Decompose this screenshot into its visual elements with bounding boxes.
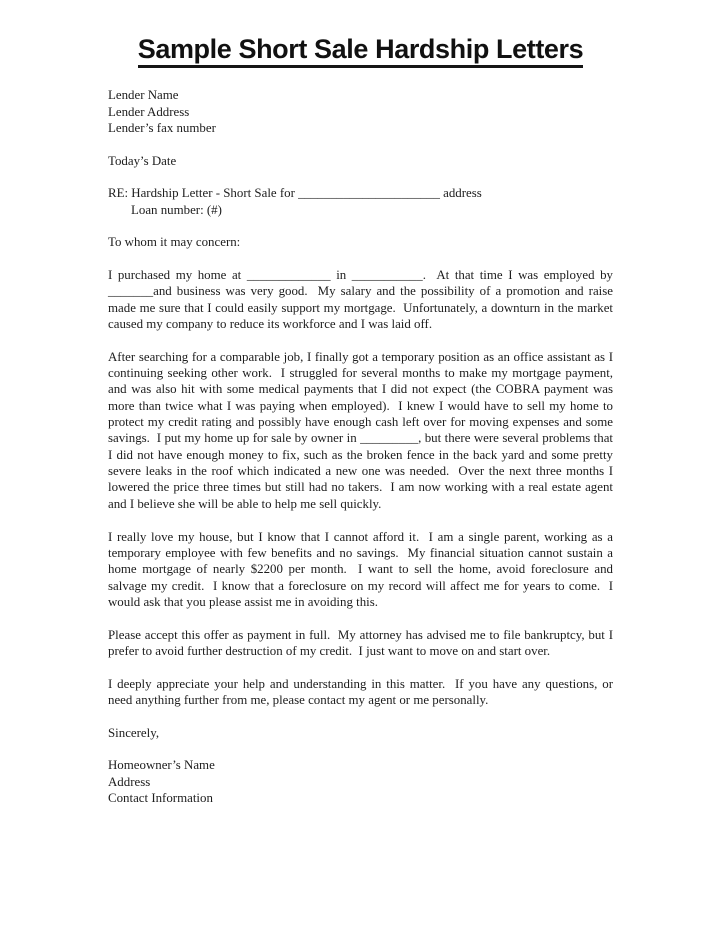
loan-number-line: Loan number: (#) [131, 202, 222, 217]
salutation-block [108, 234, 613, 250]
paragraph-1: I purchased my home at _____________ in ___________. At that time I was employed by _______and business was very good. My salary and the possibility of a promotion and raise made me sure that I could easily support my mortgage. Unfortunately, a downturn in the market caused my company to reduce its workforce and I was laid off. [108, 268, 617, 332]
date-block [108, 153, 613, 169]
signature-contact-line: Contact Information [108, 791, 213, 806]
paragraph-3: I really love my house, but I know that I cannot afford it. I am a single parent, working as a temporary employee with few benefits and no savings. My financial situation cannot sustain a home mortgage of nearly $2200 per month. I want to sell the home, avoid foreclosure and salvage my credit. I know that a foreclosure on my record will affect me for years to come. I would ask that you please assist me in avoiding this. [108, 529, 617, 609]
paragraph-2: After searching for a comparable job, I finally got a temporary position as an office assistant as I continuing seeking other work. I struggled for several months to make my mortgage payment, and was also hit with some medical payments that I did not expect (the COBRA payment was more than twice what I was paying when employed). I knew I would have to sell my home to protect my credit rating and possibly have enough cash left over for moving expenses and some savings. I put my home up for sale by owner in _________, but there were several problems that I did not have enough money to fix, such as the broken fence in the back yard and some pretty severe leaks in the roof which indicated a new one was needed. Over the next three months I lowered the price three times but still had no takers. I am now working with a real estate agent and I believe she will be able to help me sell quickly. [108, 349, 617, 511]
page-title [108, 34, 613, 68]
lender-fax-line: Lender’s fax number [108, 120, 216, 135]
letter-content [108, 34, 617, 806]
signature-name-line: Homeowner’s Name [108, 758, 215, 773]
lender-name-line: Lender Name [108, 88, 179, 103]
closing-line: Sincerely, [108, 725, 160, 740]
date-line: Today’s Date [108, 153, 177, 168]
paragraph-4: Please accept this offer as payment in full. My attorney has advised me to file bankruptcy, but I prefer to avoid further destruction of my credit. I just want to move on and start over. [108, 627, 617, 658]
re-subject-line: RE: Hardship Letter - Short Sale for ______________________ address [108, 186, 482, 201]
lender-address-line: Lender Address [108, 104, 190, 119]
lender-address-block [108, 87, 613, 136]
signature-block [108, 757, 613, 806]
signature-address-line: Address [108, 774, 151, 789]
paragraph-5: I deeply appreciate your help and understanding in this matter. If you have any questions, or need anything further from me, please contact my agent or me personally. [108, 676, 617, 707]
salutation-line: To whom it may concern: [108, 235, 241, 250]
re-block [108, 185, 613, 218]
page-title-text: Sample Short Sale Hardship Letters [138, 34, 584, 68]
closing-block [108, 725, 613, 741]
